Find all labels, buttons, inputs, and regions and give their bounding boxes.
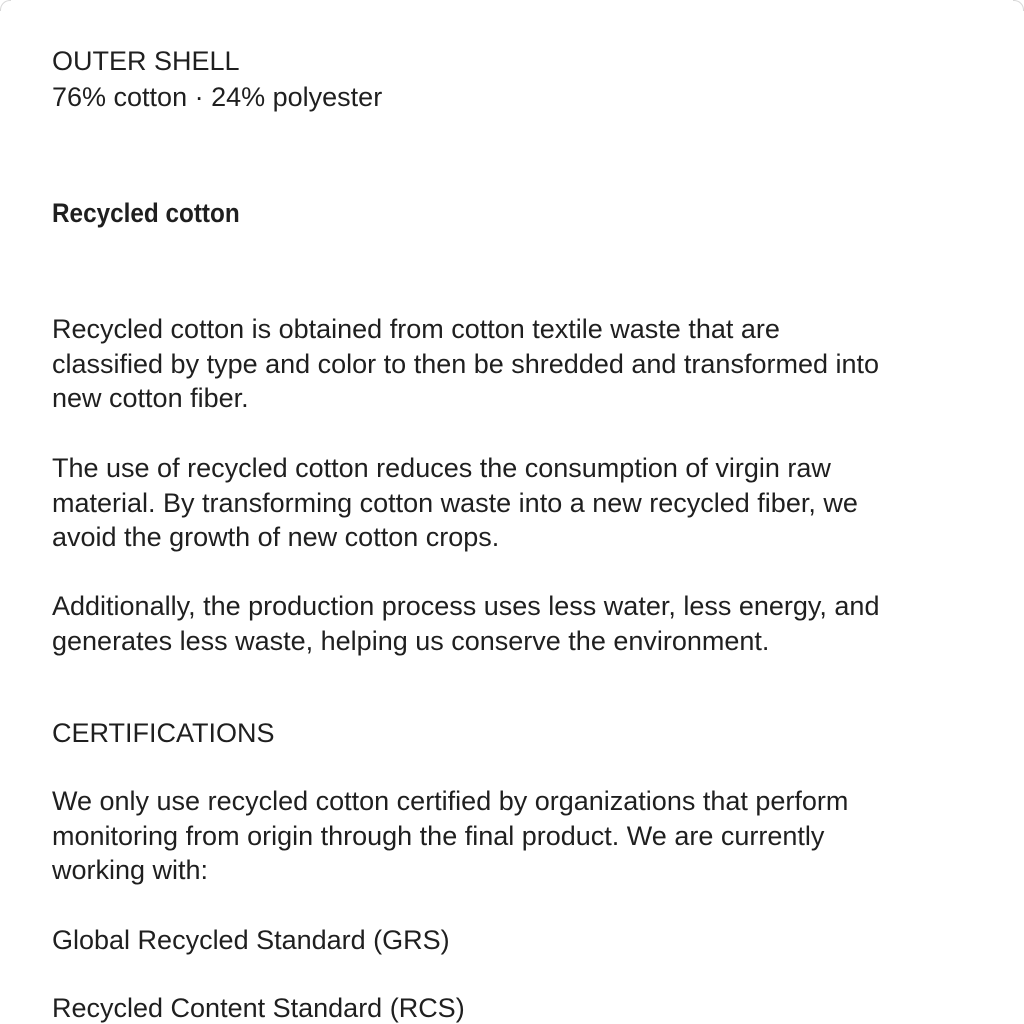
paragraph-line: The use of recycled cotton reduces the consumption of virgin raw	[52, 453, 831, 483]
certifications-heading: CERTIFICATIONS	[52, 718, 275, 748]
recycled-cotton-paragraph-1	[52, 312, 879, 416]
paragraph-line: working with:	[52, 855, 209, 885]
paragraph-line: Recycled cotton is obtained from cotton textile waste that are	[52, 314, 780, 344]
window-frame-corner-right	[1013, 0, 1024, 11]
paragraph-line: monitoring from origin through the final product. We are currently	[52, 820, 825, 851]
paragraph-line: avoid the growth of new cotton crops.	[52, 522, 500, 552]
outer-shell-materials: 76% cotton · 24% polyester	[52, 82, 383, 112]
outer-shell-title: OUTER SHELL	[52, 46, 240, 76]
certification-item-rcs: Recycled Content Standard (RCS)	[52, 993, 465, 1023]
paragraph-line: new cotton fiber.	[52, 383, 249, 413]
certification-item-grs: Global Recycled Standard (GRS)	[52, 925, 450, 955]
paragraph-line: We only use recycled cotton certified by organizations that perform	[52, 786, 849, 816]
paragraph-line: classified by type and color to then be shredded and transformed into	[52, 348, 880, 379]
recycled-cotton-heading: Recycled cotton	[52, 198, 240, 228]
recycled-cotton-paragraph-3	[52, 589, 879, 658]
paragraph-line: Additionally, the production process uses less water, less energy, and	[52, 591, 880, 621]
certifications-intro	[52, 784, 848, 888]
window-frame-corner-left	[0, 0, 11, 11]
paragraph-line: material. By transforming cotton waste into a new recycled fiber, we	[52, 487, 858, 518]
recycled-cotton-paragraph-2	[52, 451, 858, 555]
paragraph-line: generates less waste, helping us conserve the environment.	[52, 625, 770, 656]
